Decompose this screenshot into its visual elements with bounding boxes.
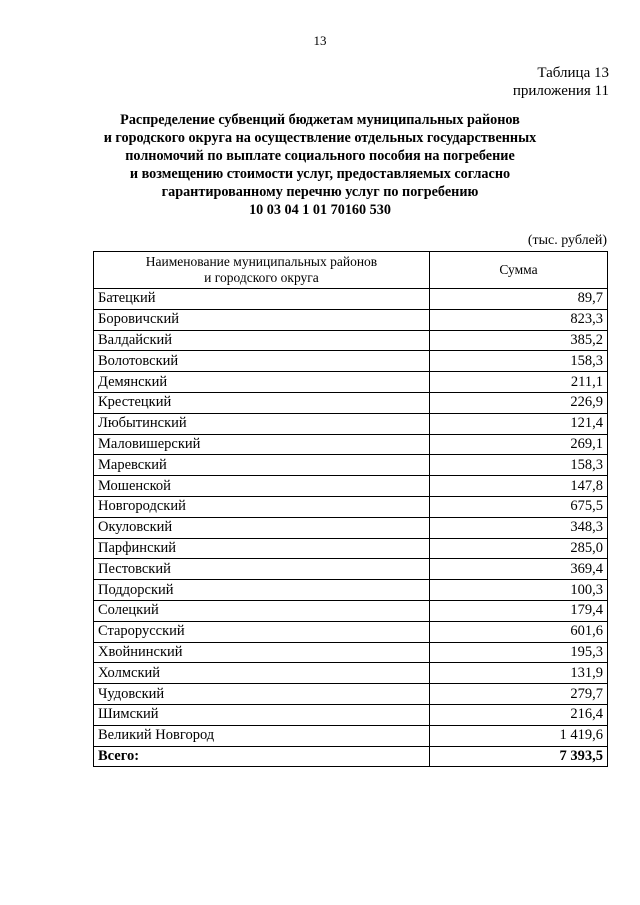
- district-name: Новгородский: [94, 496, 430, 517]
- district-name: Пестовский: [94, 559, 430, 580]
- district-name: Холмский: [94, 663, 430, 684]
- title-line: полномочий по выплате социального пособия на погребение: [125, 148, 515, 164]
- table-row: [94, 476, 608, 497]
- district-name: Окуловский: [94, 517, 430, 538]
- reference-line-1: Таблица 13: [537, 65, 609, 81]
- district-sum: 89,7: [430, 289, 608, 310]
- table-row: [94, 434, 608, 455]
- district-sum: 131,9: [430, 663, 608, 684]
- district-sum: 179,4: [430, 600, 608, 621]
- district-name: Солецкий: [94, 600, 430, 621]
- district-sum: 158,3: [430, 351, 608, 372]
- table-row: [94, 496, 608, 517]
- table-row: [94, 372, 608, 393]
- district-sum: 285,0: [430, 538, 608, 559]
- district-sum: 211,1: [430, 372, 608, 393]
- district-name: Батецкий: [94, 289, 430, 310]
- district-sum: 100,3: [430, 580, 608, 601]
- header-name-line-1: Наименование муниципальных районов: [145, 254, 378, 269]
- reference-line-2: приложения 11: [512, 83, 609, 99]
- table-row: [94, 725, 608, 746]
- table-row: [94, 704, 608, 725]
- column-header-name: [94, 252, 430, 289]
- subsidy-table: [93, 251, 608, 767]
- district-name: Шимский: [94, 704, 430, 725]
- district-sum: 1 419,6: [430, 725, 608, 746]
- table-row: [94, 351, 608, 372]
- district-sum: 348,3: [430, 517, 608, 538]
- district-name: Маловишерский: [94, 434, 430, 455]
- title-line: Распределение субвенций бюджетам муниципальных районов: [120, 112, 520, 128]
- district-sum: 675,5: [430, 496, 608, 517]
- district-sum: 216,4: [430, 704, 608, 725]
- district-sum: 269,1: [430, 434, 608, 455]
- district-sum: 823,3: [430, 309, 608, 330]
- total-label: Всего:: [94, 746, 430, 767]
- district-name: Чудовский: [94, 684, 430, 705]
- header-name-line-2: и городского округа: [204, 270, 319, 285]
- district-name: Великий Новгород: [94, 725, 430, 746]
- document-title: [60, 111, 580, 219]
- district-name: Валдайский: [94, 330, 430, 351]
- table-row: [94, 580, 608, 601]
- district-sum: 226,9: [430, 392, 608, 413]
- district-name: Поддорский: [94, 580, 430, 601]
- table-row: [94, 559, 608, 580]
- table-row: [94, 538, 608, 559]
- unit-label: (тыс. рублей): [527, 233, 607, 248]
- title-line: гарантированному перечню услуг по погребению: [161, 184, 479, 200]
- district-sum: 369,4: [430, 559, 608, 580]
- table-row: [94, 330, 608, 351]
- district-name: Мошенской: [94, 476, 430, 497]
- district-name: Парфинский: [94, 538, 430, 559]
- table-row: [94, 684, 608, 705]
- district-name: Маревский: [94, 455, 430, 476]
- table-row: [94, 517, 608, 538]
- district-name: Боровичский: [94, 309, 430, 330]
- table-reference: [513, 64, 609, 100]
- district-name: Демянский: [94, 372, 430, 393]
- district-name: Хвойнинский: [94, 642, 430, 663]
- district-sum: 195,3: [430, 642, 608, 663]
- district-sum: 601,6: [430, 621, 608, 642]
- district-sum: 147,8: [430, 476, 608, 497]
- district-name: Старорусский: [94, 621, 430, 642]
- district-name: Любытинский: [94, 413, 430, 434]
- district-name: Волотовский: [94, 351, 430, 372]
- district-sum: 158,3: [430, 455, 608, 476]
- table-row: [94, 413, 608, 434]
- district-name: Крестецкий: [94, 392, 430, 413]
- total-value: 7 393,5: [430, 746, 608, 767]
- table-row: [94, 289, 608, 310]
- district-sum: 121,4: [430, 413, 608, 434]
- budget-code: 10 03 04 1 01 70160 530: [249, 202, 391, 218]
- table-header-row: [94, 252, 608, 289]
- page-number: 13: [313, 33, 327, 48]
- district-sum: 279,7: [430, 684, 608, 705]
- table-row: [94, 600, 608, 621]
- total-row: [94, 746, 608, 767]
- table-row: [94, 621, 608, 642]
- table-row: [94, 455, 608, 476]
- table-row: [94, 642, 608, 663]
- title-line: и возмещению стоимости услуг, предоставляемых согласно: [129, 166, 511, 182]
- column-header-sum: Сумма: [430, 252, 608, 289]
- table-row: [94, 663, 608, 684]
- table-row: [94, 309, 608, 330]
- title-line: и городского округа на осуществление отдельных государственных: [103, 130, 537, 146]
- table-row: [94, 392, 608, 413]
- district-sum: 385,2: [430, 330, 608, 351]
